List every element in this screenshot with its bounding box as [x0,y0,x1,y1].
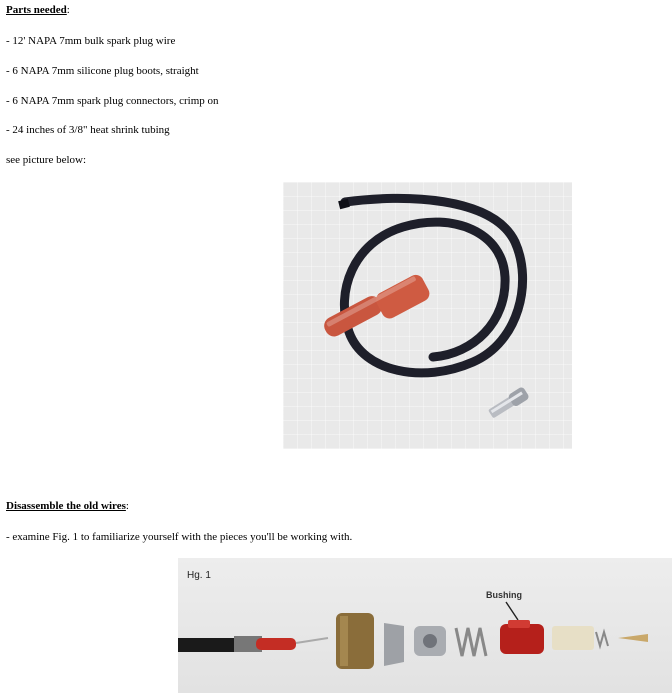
figure1-drawing [178,558,672,693]
parts-item-connectors: - 6 NAPA 7mm spark plug connectors, crimp on [6,95,219,107]
small-spring [596,632,608,646]
disassemble-heading-colon: : [125,500,129,512]
red-sleeve [256,638,296,650]
parts-heading-colon: : [66,4,70,16]
disassemble-instruction: - examine Fig. 1 to familiarize yourself with the pieces you'll be working with. [6,531,353,543]
spring [456,628,486,656]
disassemble-heading-line [6,500,129,512]
parts-item-boots: - 6 NAPA 7mm silicone plug boots, straight [6,65,199,77]
wire-coil [344,198,522,373]
parts-photo-drawing [283,182,572,449]
bushing-label: Bushing [486,590,522,600]
parts-item-wire: - 12' NAPA 7mm bulk spark plug wire [6,35,176,47]
figure1-photo [178,558,672,693]
terminal-tip [618,634,648,642]
hex-fitting [414,626,446,656]
wire-core [296,638,328,643]
silicone-boot [321,270,432,348]
parts-item-heat-shrink: - 24 inches of 3/8" heat shrink tubing [6,124,170,136]
disassemble-heading: Disassemble the old wires [6,500,126,512]
crimp-connector [487,386,530,420]
parts-heading-line [6,4,70,16]
white-insulator [552,626,594,650]
figure1-label: Hg. 1 [187,570,211,581]
brass-nut [336,613,374,669]
parts-heading: Parts needed [6,4,67,16]
red-bushing [500,620,544,654]
ferrule [384,623,404,666]
old-wire-cable [178,638,242,652]
parts-photo [283,182,572,449]
bushing-pointer [506,602,518,620]
see-picture-text: see picture below: [6,154,87,166]
